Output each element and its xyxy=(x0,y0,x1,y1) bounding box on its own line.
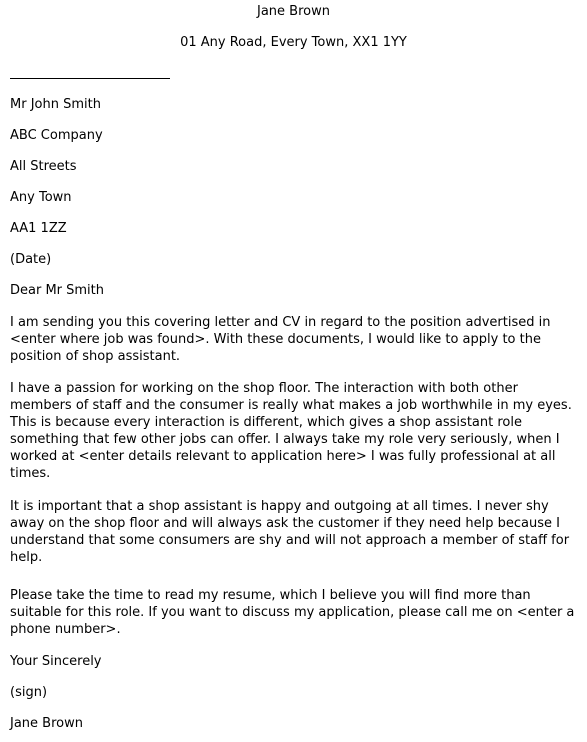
paragraph-3: It is important that a shop assistant is happy and outgoing at all times. I never shy away on the shop floor and will always ask the customer if they need help because I understand that some consumers are shy and will not approach a member of staff for help. xyxy=(10,499,570,565)
salutation: Dear Mr Smith xyxy=(10,283,105,298)
recipient-street: All Streets xyxy=(10,159,77,174)
signoff-name: Jane Brown xyxy=(10,716,83,731)
paragraph-4: Please take the time to read my resume, which I believe you will find more than suitable for this role. If you want to discuss my application, please call me on <enter a phone number>. xyxy=(10,588,575,637)
recipient-postcode: AA1 1ZZ xyxy=(10,221,67,236)
paragraph-2: I have a passion for working on the shop floor. The interaction with both other members of staff and the consumer is really what makes a job worthwhile in my eyes. This is because every interaction is different, which gives a shop assistant role something that few other jobs can offer. I always take my role very seriously, when I worked at <enter details relevant to application here> I was fully professional at all times. xyxy=(10,381,572,481)
recipient-company: ABC Company xyxy=(10,128,103,143)
sender-name: Jane Brown xyxy=(257,4,330,19)
sender-address: 01 Any Road, Every Town, XX1 1YY xyxy=(180,35,407,50)
paragraph-1: I am sending you this covering letter and CV in regard to the position advertised in <enter where job was found>. With these documents, I would like to apply to the position of shop assistant. xyxy=(10,315,551,364)
recipient-town: Any Town xyxy=(10,190,72,205)
divider xyxy=(10,78,170,79)
letter-date: (Date) xyxy=(10,252,52,267)
signature: (sign) xyxy=(10,685,48,700)
recipient-name: Mr John Smith xyxy=(10,97,101,112)
closing: Your Sincerely xyxy=(10,654,102,669)
